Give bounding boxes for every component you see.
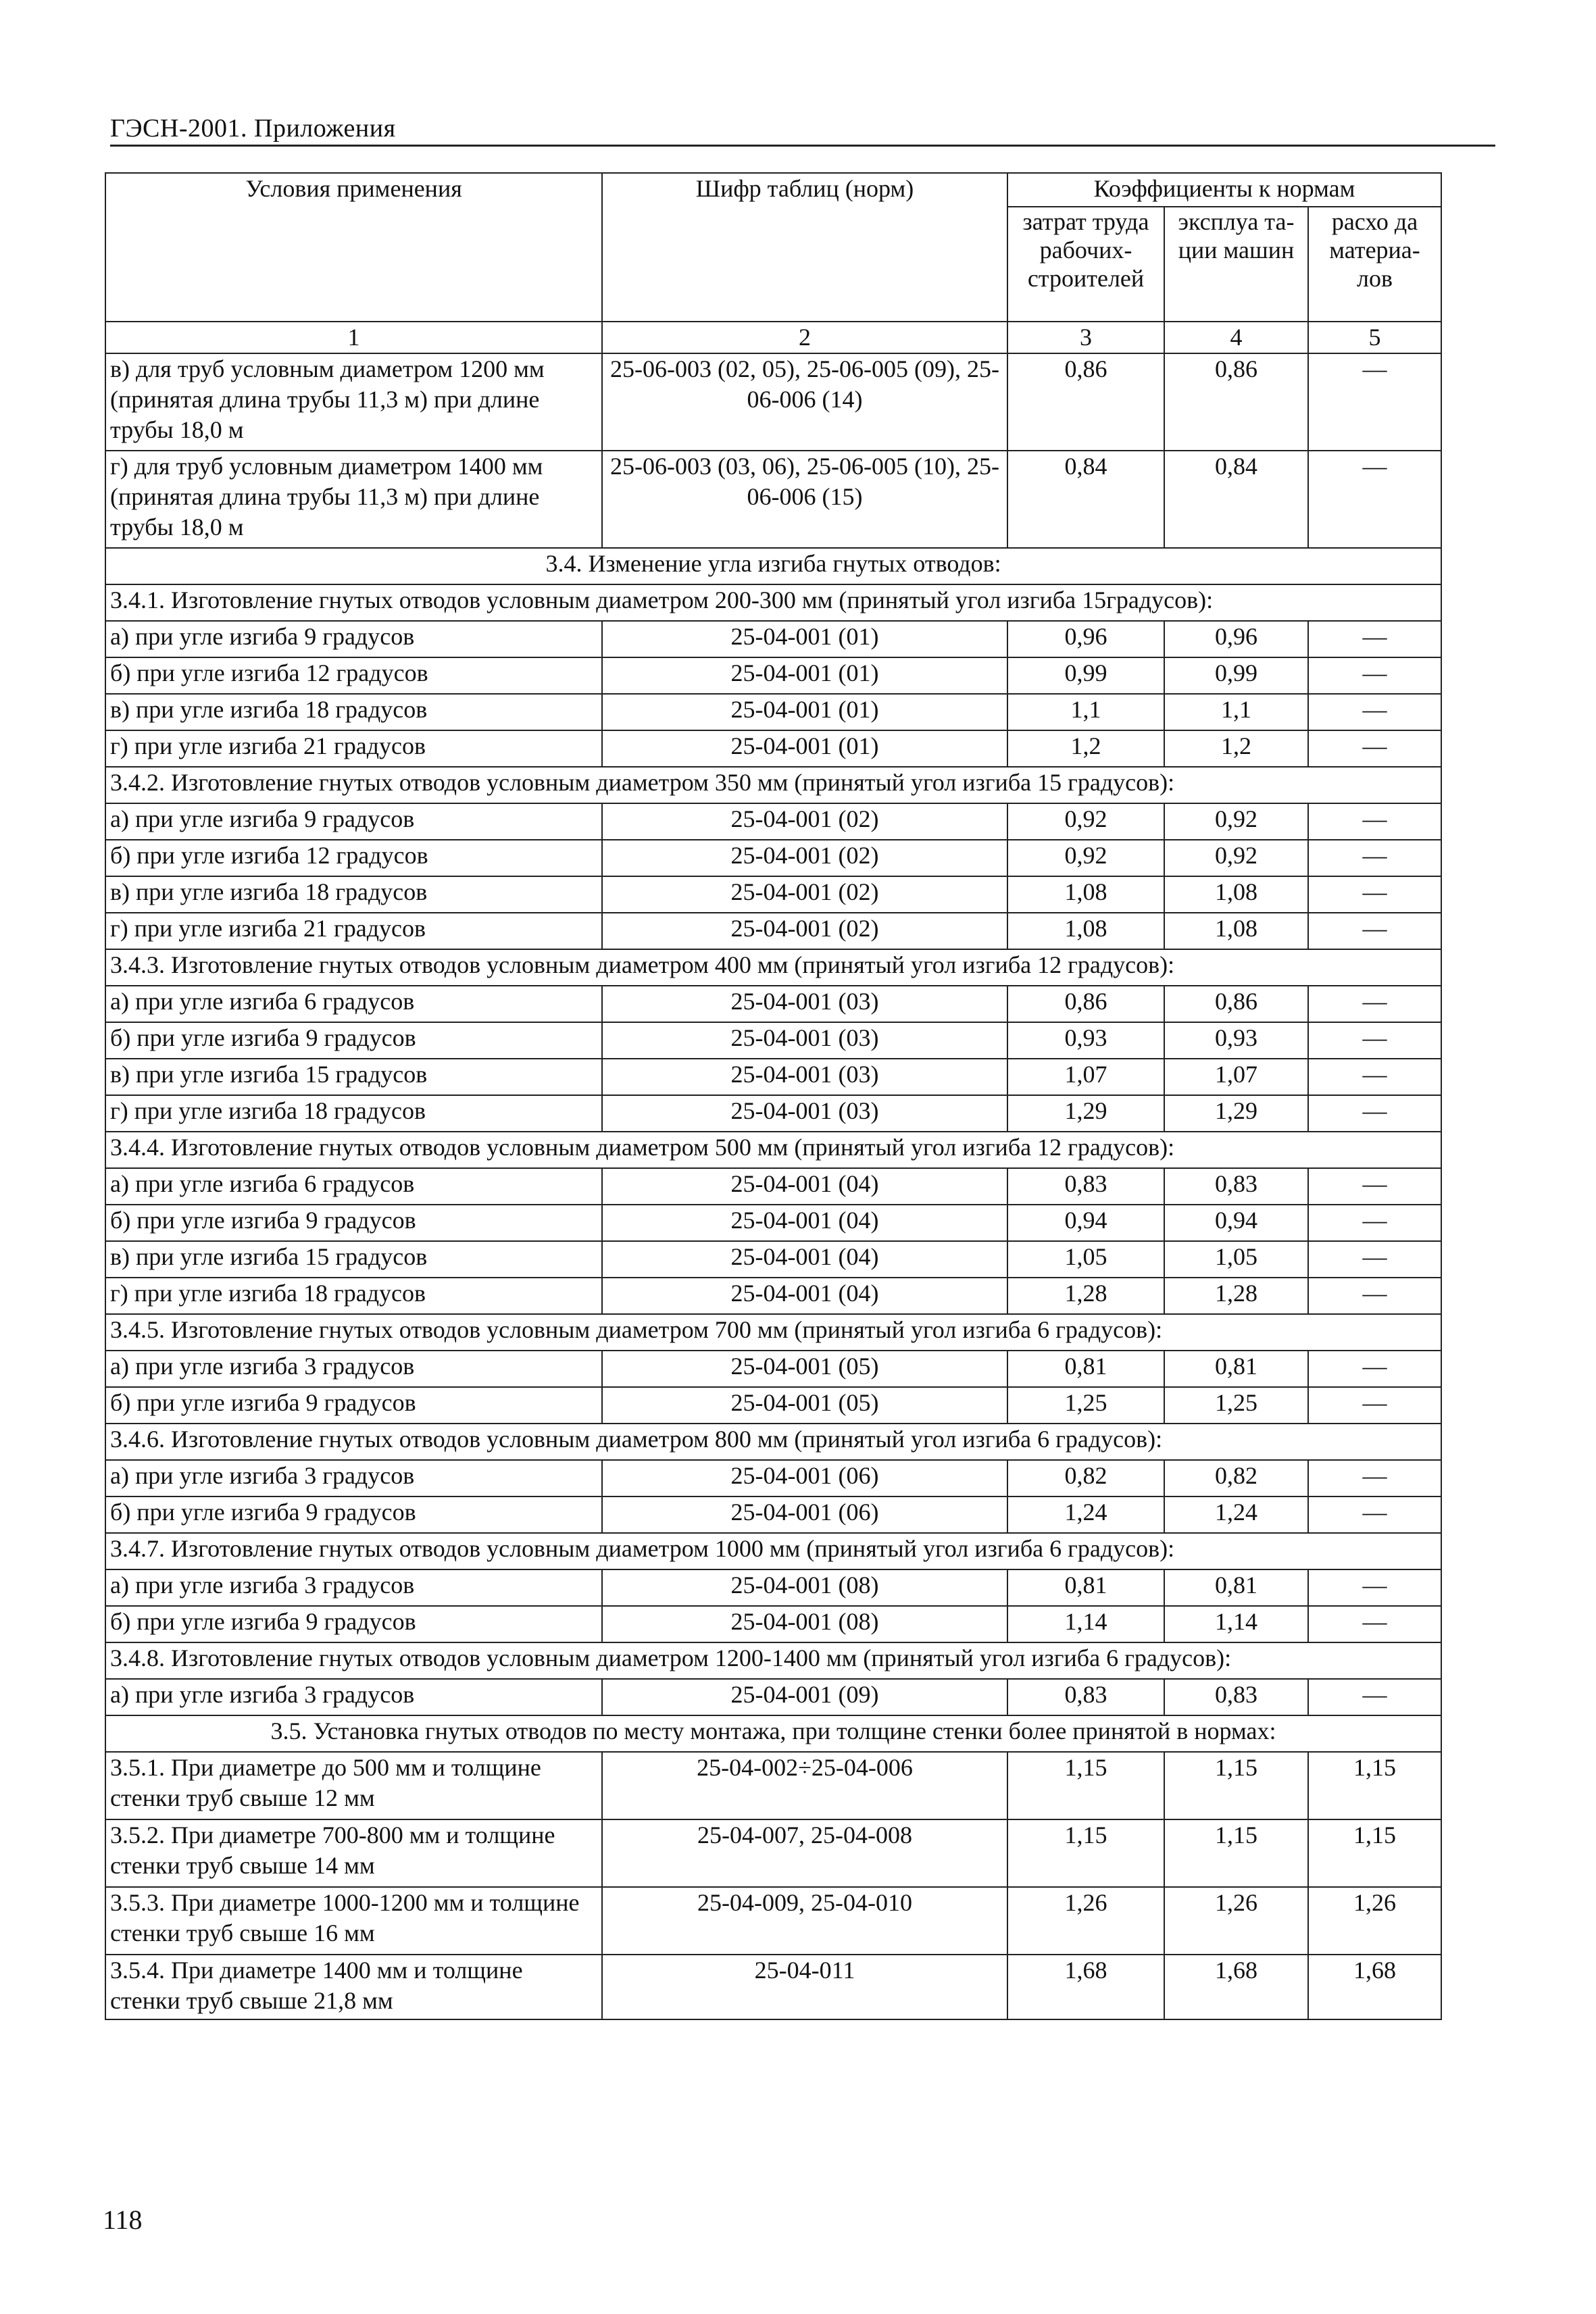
group-heading-text: 3.4.8. Изготовление гнутых отводов условным диаметром 1200-1400 мм (принятый угол изгиба 6 градусов): <box>105 1642 1441 1679</box>
condition-cell: в) для труб условным диаметром 1200 мм (принятая длина трубы 11,3 м) при длине трубы 18,0 м <box>105 353 602 451</box>
table-row <box>105 1278 1441 1314</box>
material-coef-cell: — <box>1308 1496 1441 1533</box>
labor-coef-cell: 1,08 <box>1007 913 1164 949</box>
machine-coef-cell: 1,08 <box>1164 913 1308 949</box>
norm-code-cell: 25-04-001 (08) <box>602 1606 1007 1642</box>
table-row <box>105 876 1441 913</box>
material-coef-cell: — <box>1308 1168 1441 1205</box>
group-heading-text: 3.4.3. Изготовление гнутых отводов условным диаметром 400 мм (принятый угол изгиба 12 градусов): <box>105 949 1441 986</box>
table-row <box>105 1387 1441 1424</box>
norm-code-cell: 25-06-003 (02, 05), 25-06-005 (09), 25-06-006 (14) <box>602 353 1007 451</box>
section-heading <box>105 548 1441 584</box>
labor-coef-cell: 1,25 <box>1007 1387 1164 1424</box>
machine-coef-cell: 0,94 <box>1164 1205 1308 1241</box>
labor-coef-cell: 1,08 <box>1007 876 1164 913</box>
table-row <box>105 1095 1441 1132</box>
condition-cell: 3.5.3. При диаметре 1000-1200 мм и толщине стенки труб свыше 16 мм <box>105 1887 602 1955</box>
norm-code-cell: 25-04-001 (05) <box>602 1387 1007 1424</box>
condition-cell: 3.5.4. При диаметре 1400 мм и толщине стенки труб свыше 21,8 мм <box>105 1955 602 2019</box>
machine-coef-cell: 1,15 <box>1164 1752 1308 1819</box>
labor-coef-cell: 1,14 <box>1007 1606 1164 1642</box>
material-coef-cell: — <box>1308 1095 1441 1132</box>
norm-code-cell: 25-04-001 (04) <box>602 1205 1007 1241</box>
labor-coef-cell: 1,05 <box>1007 1241 1164 1278</box>
table-row <box>105 694 1441 730</box>
col-number: 2 <box>602 322 1007 353</box>
table-row <box>105 1752 1441 1819</box>
norm-code-cell: 25-04-001 (01) <box>602 694 1007 730</box>
group-heading <box>105 1424 1441 1460</box>
condition-cell: г) для труб условным диаметром 1400 мм (принятая длина трубы 11,3 м) при длине трубы 18,0 м <box>105 451 602 548</box>
group-heading <box>105 1132 1441 1168</box>
table-row <box>105 353 1441 451</box>
material-coef-cell: 1,26 <box>1308 1887 1441 1955</box>
condition-cell: б) при угле изгиба 9 градусов <box>105 1387 602 1424</box>
labor-coef-cell: 0,83 <box>1007 1679 1164 1715</box>
labor-coef-cell: 1,15 <box>1007 1819 1164 1887</box>
machine-coef-cell: 0,99 <box>1164 657 1308 694</box>
group-heading-text: 3.4.6. Изготовление гнутых отводов условным диаметром 800 мм (принятый угол изгиба 6 градусов): <box>105 1424 1441 1460</box>
group-heading-text: 3.4.7. Изготовление гнутых отводов условным диаметром 1000 мм (принятый угол изгиба 6 градусов): <box>105 1533 1441 1569</box>
condition-cell: б) при угле изгиба 9 градусов <box>105 1022 602 1059</box>
table-row <box>105 986 1441 1022</box>
condition-cell: а) при угле изгиба 6 градусов <box>105 1168 602 1205</box>
condition-cell: б) при угле изгиба 9 градусов <box>105 1205 602 1241</box>
group-heading-text: 3.4.2. Изготовление гнутых отводов условным диаметром 350 мм (принятый угол изгиба 15 градусов): <box>105 767 1441 803</box>
col-number: 1 <box>105 322 602 353</box>
machine-coef-cell: 0,92 <box>1164 803 1308 840</box>
material-coef-cell: — <box>1308 621 1441 657</box>
table-row <box>105 1606 1441 1642</box>
material-coef-cell: — <box>1308 1387 1441 1424</box>
group-heading <box>105 584 1441 621</box>
labor-coef-cell: 0,83 <box>1007 1168 1164 1205</box>
table-row <box>105 1887 1441 1955</box>
labor-coef-cell: 0,92 <box>1007 803 1164 840</box>
norm-code-cell: 25-04-001 (01) <box>602 730 1007 767</box>
table-row <box>105 657 1441 694</box>
group-heading-text: 3.4.5. Изготовление гнутых отводов условным диаметром 700 мм (принятый угол изгиба 6 градусов): <box>105 1314 1441 1351</box>
section-heading <box>105 1715 1441 1752</box>
labor-coef-cell: 0,92 <box>1007 840 1164 876</box>
section-heading-text: 3.4. Изменение угла изгиба гнутых отводов: <box>105 548 1441 584</box>
labor-coef-cell: 1,24 <box>1007 1496 1164 1533</box>
table-row <box>105 451 1441 548</box>
machine-coef-cell: 1,15 <box>1164 1819 1308 1887</box>
running-header: ГЭСН-2001. Приложения <box>110 114 396 143</box>
condition-cell: г) при угле изгиба 21 градусов <box>105 913 602 949</box>
page-number: 118 <box>103 2205 143 2235</box>
group-heading <box>105 1642 1441 1679</box>
table-row <box>105 1955 1441 2019</box>
material-coef-cell: — <box>1308 1569 1441 1606</box>
labor-coef-cell: 1,1 <box>1007 694 1164 730</box>
labor-coef-cell: 1,07 <box>1007 1059 1164 1095</box>
machine-coef-cell: 0,86 <box>1164 353 1308 451</box>
labor-coef-cell: 1,2 <box>1007 730 1164 767</box>
material-coef-cell: — <box>1308 451 1441 548</box>
condition-cell: г) при угле изгиба 18 градусов <box>105 1095 602 1132</box>
material-coef-cell: — <box>1308 876 1441 913</box>
col5-header: расхо да материа-лов <box>1308 207 1441 322</box>
condition-cell: в) при угле изгиба 18 градусов <box>105 876 602 913</box>
machine-coef-cell: 0,81 <box>1164 1569 1308 1606</box>
norm-code-cell: 25-04-007, 25-04-008 <box>602 1819 1007 1887</box>
machine-coef-cell: 1,68 <box>1164 1955 1308 2019</box>
material-coef-cell: — <box>1308 1241 1441 1278</box>
machine-coef-cell: 1,14 <box>1164 1606 1308 1642</box>
norm-code-cell: 25-04-001 (06) <box>602 1496 1007 1533</box>
material-coef-cell: — <box>1308 694 1441 730</box>
material-coef-cell: 1,15 <box>1308 1752 1441 1819</box>
machine-coef-cell: 1,29 <box>1164 1095 1308 1132</box>
norm-code-cell: 25-04-001 (04) <box>602 1278 1007 1314</box>
table-row <box>105 1496 1441 1533</box>
labor-coef-cell: 0,81 <box>1007 1569 1164 1606</box>
table-row <box>105 621 1441 657</box>
material-coef-cell: — <box>1308 1022 1441 1059</box>
condition-cell: а) при угле изгиба 9 градусов <box>105 803 602 840</box>
condition-cell: 3.5.2. При диаметре 700-800 мм и толщине стенки труб свыше 14 мм <box>105 1819 602 1887</box>
machine-coef-cell: 0,92 <box>1164 840 1308 876</box>
material-coef-cell: — <box>1308 1351 1441 1387</box>
table-row <box>105 1205 1441 1241</box>
table-row <box>105 1460 1441 1496</box>
group-heading <box>105 767 1441 803</box>
machine-coef-cell: 1,28 <box>1164 1278 1308 1314</box>
norm-code-cell: 25-04-001 (03) <box>602 1022 1007 1059</box>
norm-code-cell: 25-04-001 (04) <box>602 1241 1007 1278</box>
header-rule <box>110 145 1495 147</box>
material-coef-cell: — <box>1308 730 1441 767</box>
norm-code-cell: 25-04-001 (03) <box>602 1059 1007 1095</box>
machine-coef-cell: 0,81 <box>1164 1351 1308 1387</box>
machine-coef-cell: 0,93 <box>1164 1022 1308 1059</box>
material-coef-cell: — <box>1308 353 1441 451</box>
table-row <box>105 1059 1441 1095</box>
machine-coef-cell: 0,83 <box>1164 1679 1308 1715</box>
condition-cell: г) при угле изгиба 21 градусов <box>105 730 602 767</box>
norm-code-cell: 25-04-011 <box>602 1955 1007 2019</box>
material-coef-cell: — <box>1308 1059 1441 1095</box>
material-coef-cell: — <box>1308 657 1441 694</box>
condition-cell: в) при угле изгиба 18 градусов <box>105 694 602 730</box>
norm-code-cell: 25-04-002÷25-04-006 <box>602 1752 1007 1819</box>
condition-cell: в) при угле изгиба 15 градусов <box>105 1241 602 1278</box>
norm-code-cell: 25-04-001 (05) <box>602 1351 1007 1387</box>
condition-cell: в) при угле изгиба 15 градусов <box>105 1059 602 1095</box>
norm-code-cell: 25-06-003 (03, 06), 25-06-005 (10), 25-06-006 (15) <box>602 451 1007 548</box>
col3-header: затрат труда рабочих-строителей <box>1007 207 1164 322</box>
condition-cell: а) при угле изгиба 3 градусов <box>105 1569 602 1606</box>
machine-coef-cell: 1,2 <box>1164 730 1308 767</box>
section-heading-text: 3.5. Установка гнутых отводов по месту монтажа, при толщине стенки более принятой в нормах: <box>105 1715 1441 1752</box>
labor-coef-cell: 1,28 <box>1007 1278 1164 1314</box>
material-coef-cell: — <box>1308 986 1441 1022</box>
norm-code-cell: 25-04-001 (01) <box>602 621 1007 657</box>
norm-code-cell: 25-04-009, 25-04-010 <box>602 1887 1007 1955</box>
coefficients-table <box>105 172 1442 2020</box>
labor-coef-cell: 0,96 <box>1007 621 1164 657</box>
col2-header: Шифр таблиц (норм) <box>602 173 1007 322</box>
labor-coef-cell: 0,81 <box>1007 1351 1164 1387</box>
condition-cell: б) при угле изгиба 12 градусов <box>105 840 602 876</box>
machine-coef-cell: 1,26 <box>1164 1887 1308 1955</box>
col1-header: Условия применения <box>105 173 602 322</box>
machine-coef-cell: 0,82 <box>1164 1460 1308 1496</box>
material-coef-cell: — <box>1308 1679 1441 1715</box>
machine-coef-cell: 1,25 <box>1164 1387 1308 1424</box>
col-number: 4 <box>1164 322 1308 353</box>
machine-coef-cell: 0,83 <box>1164 1168 1308 1205</box>
group-heading-text: 3.4.1. Изготовление гнутых отводов условным диаметром 200-300 мм (принятый угол изгиба 15градусов): <box>105 584 1441 621</box>
condition-cell: б) при угле изгиба 9 градусов <box>105 1496 602 1533</box>
labor-coef-cell: 0,99 <box>1007 657 1164 694</box>
labor-coef-cell: 1,26 <box>1007 1887 1164 1955</box>
machine-coef-cell: 1,08 <box>1164 876 1308 913</box>
table-row <box>105 1679 1441 1715</box>
table-row <box>105 730 1441 767</box>
condition-cell: б) при угле изгиба 12 градусов <box>105 657 602 694</box>
group-heading-text: 3.4.4. Изготовление гнутых отводов условным диаметром 500 мм (принятый угол изгиба 12 градусов): <box>105 1132 1441 1168</box>
material-coef-cell: — <box>1308 840 1441 876</box>
condition-cell: г) при угле изгиба 18 градусов <box>105 1278 602 1314</box>
material-coef-cell: — <box>1308 1278 1441 1314</box>
group-heading <box>105 1314 1441 1351</box>
col-number: 3 <box>1007 322 1164 353</box>
norm-code-cell: 25-04-001 (03) <box>602 1095 1007 1132</box>
labor-coef-cell: 0,86 <box>1007 986 1164 1022</box>
norm-code-cell: 25-04-001 (09) <box>602 1679 1007 1715</box>
machine-coef-cell: 1,07 <box>1164 1059 1308 1095</box>
material-coef-cell: — <box>1308 1460 1441 1496</box>
material-coef-cell: — <box>1308 1205 1441 1241</box>
table-row <box>105 840 1441 876</box>
machine-coef-cell: 0,86 <box>1164 986 1308 1022</box>
labor-coef-cell: 1,15 <box>1007 1752 1164 1819</box>
material-coef-cell: — <box>1308 913 1441 949</box>
labor-coef-cell: 1,29 <box>1007 1095 1164 1132</box>
condition-cell: а) при угле изгиба 3 градусов <box>105 1679 602 1715</box>
table-row <box>105 1022 1441 1059</box>
labor-coef-cell: 0,86 <box>1007 353 1164 451</box>
labor-coef-cell: 0,94 <box>1007 1205 1164 1241</box>
norm-code-cell: 25-04-001 (04) <box>602 1168 1007 1205</box>
labor-coef-cell: 0,82 <box>1007 1460 1164 1496</box>
condition-cell: б) при угле изгиба 9 градусов <box>105 1606 602 1642</box>
material-coef-cell: — <box>1308 1606 1441 1642</box>
norm-code-cell: 25-04-001 (02) <box>602 913 1007 949</box>
condition-cell: а) при угле изгиба 9 градусов <box>105 621 602 657</box>
table-row <box>105 1351 1441 1387</box>
table-row <box>105 913 1441 949</box>
table-row <box>105 1819 1441 1887</box>
machine-coef-cell: 1,1 <box>1164 694 1308 730</box>
condition-cell: а) при угле изгиба 3 градусов <box>105 1351 602 1387</box>
group-heading <box>105 949 1441 986</box>
norm-code-cell: 25-04-001 (02) <box>602 876 1007 913</box>
condition-cell: а) при угле изгиба 3 градусов <box>105 1460 602 1496</box>
norm-code-cell: 25-04-001 (02) <box>602 803 1007 840</box>
norm-code-cell: 25-04-001 (01) <box>602 657 1007 694</box>
machine-coef-cell: 0,96 <box>1164 621 1308 657</box>
table-row <box>105 1569 1441 1606</box>
table-row <box>105 803 1441 840</box>
machine-coef-cell: 1,24 <box>1164 1496 1308 1533</box>
norm-code-cell: 25-04-001 (02) <box>602 840 1007 876</box>
norm-code-cell: 25-04-001 (08) <box>602 1569 1007 1606</box>
machine-coef-cell: 1,05 <box>1164 1241 1308 1278</box>
col-number: 5 <box>1308 322 1441 353</box>
material-coef-cell: 1,68 <box>1308 1955 1441 2019</box>
table-row <box>105 1168 1441 1205</box>
condition-cell: 3.5.1. При диаметре до 500 мм и толщине стенки труб свыше 12 мм <box>105 1752 602 1819</box>
group-header: Коэффициенты к нормам <box>1007 173 1441 207</box>
material-coef-cell: — <box>1308 803 1441 840</box>
norm-code-cell: 25-04-001 (03) <box>602 986 1007 1022</box>
machine-coef-cell: 0,84 <box>1164 451 1308 548</box>
labor-coef-cell: 1,68 <box>1007 1955 1164 2019</box>
group-heading <box>105 1533 1441 1569</box>
labor-coef-cell: 0,84 <box>1007 451 1164 548</box>
labor-coef-cell: 0,93 <box>1007 1022 1164 1059</box>
norm-code-cell: 25-04-001 (06) <box>602 1460 1007 1496</box>
table-row <box>105 1241 1441 1278</box>
material-coef-cell: 1,15 <box>1308 1819 1441 1887</box>
col4-header: эксплуа та-ции машин <box>1164 207 1308 322</box>
condition-cell: а) при угле изгиба 6 градусов <box>105 986 602 1022</box>
